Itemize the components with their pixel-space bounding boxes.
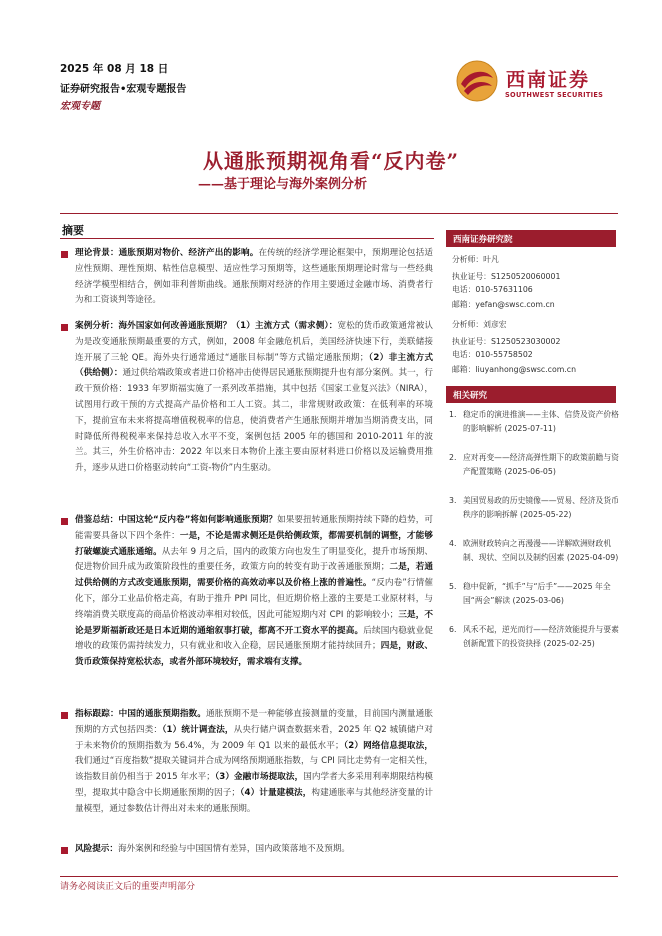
related-item[interactable]	[449, 451, 619, 479]
related-text: 稳中促新，“抓手”与“后手”——2025 年全国“两会”解读 (2025-03-06)	[463, 582, 611, 605]
analyst-cert: 执业证号：S1250520060001	[452, 272, 561, 281]
item-bold: （3）金融市场提取法，	[214, 772, 304, 783]
related-num: 5.	[449, 582, 457, 591]
item-text: 通胀预期不是一种能够直接测量的变量，目前国内测量通胀预期的方式包括四类：	[75, 709, 433, 735]
abstract-heading: 摘要	[62, 224, 84, 237]
item-lead: 风险提示：	[75, 844, 118, 854]
related-text: 应对再变——经济高弹性期下的政策前瞻与资产配置策略 (2025-06-05)	[463, 453, 619, 476]
item-text: 在传统的经济学理论框架中，预期理论包括适应性预期、理性预期、粘性信息模型、适应性学习预期等，这些通胀预期理论时常与一些经典经济学模型相结合，例如菲利普斯曲线。通胀预期对经济的作用主要通过金融市场、消费者行为和工资谈判等途径。	[75, 248, 433, 306]
report-type: 证券研究报告•宏观专题报告	[60, 84, 187, 95]
abstract-item-cases	[61, 319, 433, 477]
related-text: 欧洲财政转向之再漫漫——详解欧洲财政机制、现状、空间以及制约因素 (2025-04-09)	[463, 539, 619, 562]
bullet-icon	[61, 847, 68, 854]
bullet-icon	[61, 324, 68, 331]
item-text: 构建通胀率与其他经济变量的计量模型，通过参数估计得出对未来的通胀预期。	[75, 787, 433, 814]
item-text: 海外案例和经验与中国国情有差异，国内政策落地不及预期。	[117, 844, 351, 854]
item-bold: 四是，财政、货币政策保持宽松状态，或者外部环境较好，需求端有支撑。	[75, 641, 433, 668]
page-title: 从通胀预期视角看“反内卷”	[202, 149, 459, 173]
item-text: 后续国内稳就业促增收的政策仍需持续发力，只有就业和收入企稳，居民通胀预期才能持续回升；	[75, 625, 433, 652]
company-logo	[456, 60, 616, 104]
footer-divider	[60, 876, 618, 877]
bullet-icon	[61, 518, 68, 525]
logo-mark-icon	[456, 60, 498, 102]
title-divider	[60, 213, 618, 214]
abstract-item-risk	[61, 842, 433, 858]
abstract-item-theory	[61, 246, 433, 309]
analyst-phone: 电话：010-55758502	[452, 350, 533, 359]
analyst-cert: 执业证号：S1250523030002	[452, 337, 561, 346]
related-item[interactable]	[449, 580, 619, 608]
item-text: 如果要扭转通胀预期持续下降的趋势，可能需要具备以下四个条件：	[75, 515, 433, 541]
report-date: 2025 年 08 月 18 日	[60, 63, 169, 75]
item-text: 通过供给端政策或者进口价格冲击使得居民通胀预期提升也有部分案例。其一，行政干预价格：1933 年罗斯福实施了一系列改革措施，其中包括《国家工业复兴法》（NIRA），试图用行政干预的方式提高产品价格和工人工资。其二，非常规财政政策：在低利率的环境下，提前宣布未来将提高增值税税率的信息，使消费者产生通胀预期并增加当期消费支出，同时降低所得税税率来保持总收入水平不变，案例包括 2005 年的德国和 2010-2011 年的波兰。其三，外生价格冲击：2022 年以来日本物价上涨主要由原材料进口价格以及运输费用推升，逐步从进口价格驱动转向“工资-物价”内生驱动。	[75, 368, 433, 474]
related-item[interactable]	[449, 494, 619, 522]
item-text: 从去年 9 月之后，国内的政策方向也发生了明显变化，提升市场预期、促进物价回升成为政策阶段性的重要任务，政策方向的转变有助于改善通胀预期；	[75, 546, 433, 573]
item-bold: 一是，不论是需求侧还是供给侧政策，都需要机制的调整，才能够打破螺旋式通胀通缩。	[75, 530, 433, 557]
page-subtitle: ——基于理论与海外案例分析	[198, 177, 368, 192]
institute-heading: 西南证券研究院	[446, 230, 616, 247]
analyst-email[interactable]: 邮箱：liuyanhong@swsc.com.cn	[452, 365, 577, 374]
item-text: 我们通过“百度指数”提取关键词并合成为网络预期通胀指数，与 CPI 同比走势有一定相关性，该指数目前仍相当于 2015 年水平；	[75, 756, 433, 783]
analyst-card	[452, 318, 617, 376]
bullet-icon	[61, 712, 68, 719]
analyst-email[interactable]: 邮箱：yefan@swsc.com.cn	[452, 300, 555, 309]
item-text: 国内学者大多采用利率期限结构模型，提取其中隐含中长期通胀预期的因子；	[75, 772, 433, 798]
bullet-icon	[61, 251, 68, 258]
logo-name-en: SOUTHWEST SECURITIES	[505, 91, 604, 99]
related-item[interactable]	[449, 408, 619, 436]
related-text: 美国贸易政的历史镜像——贸易、经济及货币秩序的影响拆解 (2025-05-22)	[463, 496, 619, 519]
related-item[interactable]	[449, 537, 619, 565]
item-text: 宽松的货币政策通常被认为是改变通胀预期最重要的方式，例如，2008 年金融危机后，美国经济快速下行，美联储接连开展了三轮 QE。海外央行通常通过“通胀目标制”等方式锚定通胀预期；	[75, 321, 433, 363]
abstract-item-summary	[61, 513, 433, 671]
item-bold: 三是，不论是罗斯福新政还是日本近期的通缩叙事打破，都离不开工资水平的提高。	[75, 609, 433, 636]
item-bold: （4）计量建模法，	[240, 787, 312, 798]
analyst-card	[452, 253, 617, 311]
abstract-divider	[60, 238, 434, 239]
related-num: 1.	[449, 410, 457, 419]
related-heading: 相关研究	[446, 386, 616, 403]
related-num: 3.	[449, 496, 457, 505]
item-text: 从央行储户调查数据来看，2025 年 Q2 城镇储户对于未来物价的预期指数为 56.4%，为 2009 年 Q1 以来的最低水平；	[75, 724, 433, 751]
item-lead: 理论背景：通胀预期对物价、经济产出的影响。	[75, 248, 259, 258]
item-bold: （2）非主流方式（供给侧）：	[75, 352, 433, 379]
item-lead: 借鉴总结：中国这轮“反内卷”将如何影响通胀预期？	[75, 515, 278, 525]
related-num: 2.	[449, 453, 457, 462]
abstract-item-indicator	[61, 707, 433, 818]
item-text: “反内卷”行情催化下，部分工业品价格走高，有助于推升 PPI 同比，但近期价格上涨的主要是工业原材料，与终端消费关联度高的商品价格波动率相对较低，因此可能短期内对 CPI 的影响较小；	[75, 578, 433, 620]
footer-disclaimer: 请务必阅读正文后的重要声明部分	[60, 882, 196, 892]
related-num: 4.	[449, 539, 457, 548]
item-lead: 案例分析：海外国家如何改善通胀预期？（1）主流方式（需求侧）：	[75, 321, 338, 331]
analyst-phone: 电话：010-57631106	[452, 285, 533, 294]
item-bold: 二是，若通过供给侧的方式改变通胀预期，需要价格的高效动率以及价格上涨的普遍性。	[75, 562, 433, 589]
related-text: 风禾不起，逆光而行——经济效能提升与要素创新配置下的投资抉择 (2025-02-25)	[463, 625, 619, 648]
related-text: 稳定币的演进推演——主体、信贷及资产价格的影响解析 (2025-07-11)	[463, 410, 619, 433]
analyst-name: 分析师：刘彦宏	[452, 320, 507, 329]
report-subtype: 宏观专题	[60, 101, 100, 112]
related-num: 6.	[449, 625, 457, 634]
item-lead: 指标跟踪：中国的通胀预期指数。	[75, 709, 207, 719]
analyst-name: 分析师：叶凡	[452, 255, 499, 264]
item-bold: （2）网络信息提取法，	[343, 740, 434, 751]
item-bold: （1）统计调查法，	[162, 724, 234, 735]
logo-name-cn: 西南证券	[506, 69, 591, 91]
related-item[interactable]	[449, 623, 619, 651]
